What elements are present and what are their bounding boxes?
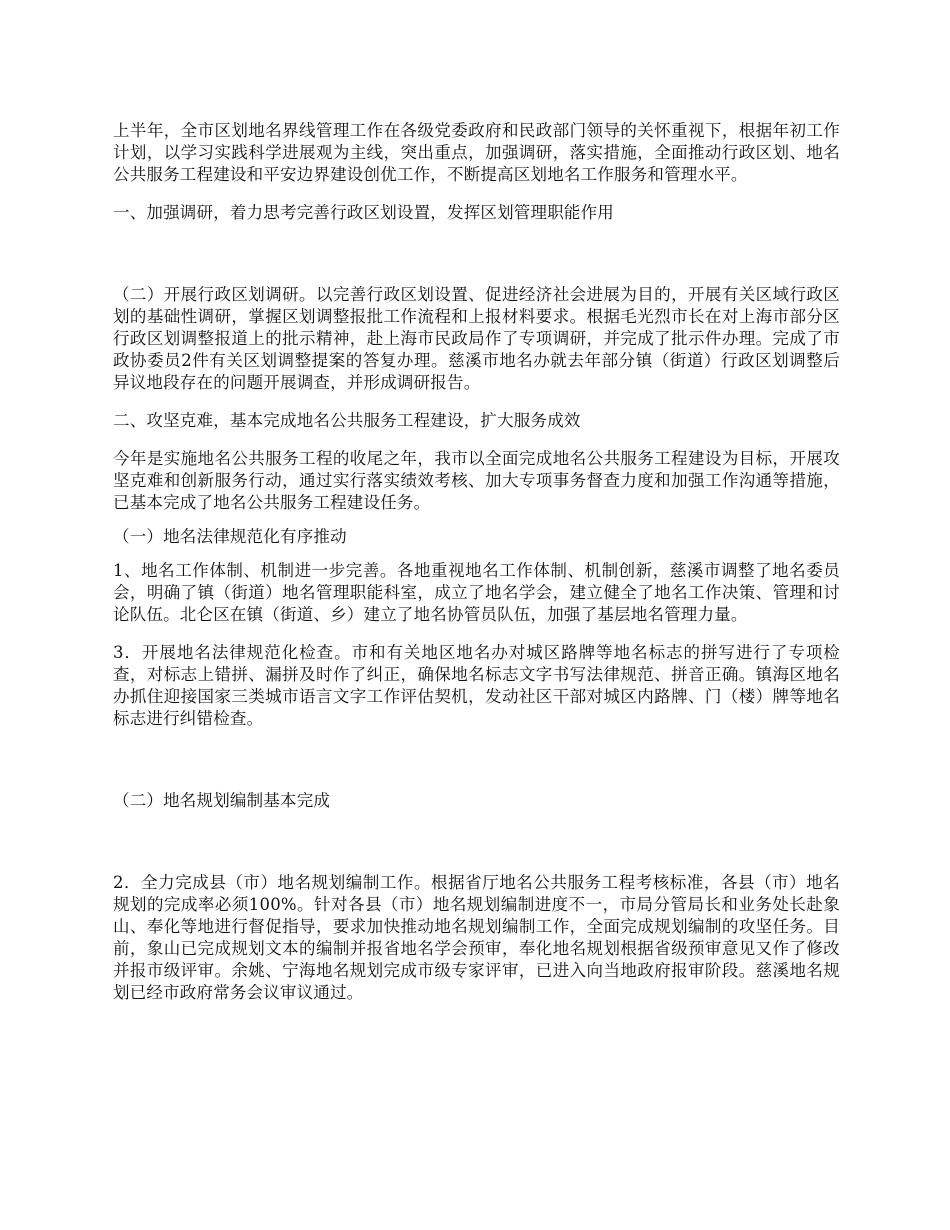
paragraph-final-year: 今年是实施地名公共服务工程的收尾之年，我市以全面完成地名公共服务工程建设为目标，开展攻坚克难和创新服务行动，通过实行落实绩效考核、加大专项事务督查力度和加强工作沟通等措施，已基本完成了地名公共服务工程建设任务。 <box>113 449 840 512</box>
paragraph-standardization-check: 3．开展地名法律规范化检查。市和有关地区地名办对城区路牌等地名标志的拼写进行了专项检查，对标志上错拼、漏拼及时作了纠正，确保地名标志文字书写法律规范、拼音正确。镇海区地名办抓住迎接国家三类城市语言文字工作评估契机，发动社区干部对城区内路牌、门（楼）牌等地名标志进行纠错检查。 <box>113 643 840 728</box>
paragraph-county-planning: 2．全力完成县（市）地名规划编制工作。根据省厅地名公共服务工程考核标准，各县（市）地名规划的完成率必须100%。针对各县（市）地名规划编制进度不一，市局分管局长和业务处长赴象山、奉化等地进行督促指导，要求加快推动地名规划编制工作，全面完成规划编制的攻坚任务。目前，象山已完成规划文本的编制并报省地名学会预审，奉化地名规划根据省级预审意见又作了修改并报市级评审。余姚、宁海地名规划完成市级专家评审，已进入向当地政府报审阶段。慈溪地名规划已经市政府常务会议审议通过。 <box>113 873 840 1002</box>
heading-section-2: 二、攻坚克难，基本完成地名公共服务工程建设，扩大服务成效 <box>113 411 581 430</box>
subheading-planning-completion: （二）地名规划编制基本完成 <box>113 791 331 810</box>
document-page <box>113 120 840 1004</box>
subheading-legal-standardization: （一）地名法律规范化有序推动 <box>113 527 347 546</box>
paragraph-intro: 上半年，全市区划地名界线管理工作在各级党委政府和民政部门领导的关怀重视下，根据年初工作计划，以学习实践科学进展观为主线，突出重点，加强调研，落实措施，全面推动行政区划、地名公共服务工程建设和平安边界建设创优工作，不断提高区划地名工作服务和管理水平。 <box>113 121 840 184</box>
heading-section-1: 一、加强调研，着力思考完善行政区划设置，发挥区划管理职能作用 <box>113 203 614 222</box>
paragraph-institutional-mechanism: 1、地名工作体制、机制进一步完善。各地重视地名工作体制、机制创新，慈溪市调整了地名委员会，明确了镇（街道）地名管理职能科室，成立了地名学会，建立健全了地名工作决策、管理和讨论队伍。北仑区在镇（街道、乡）建立了地名协管员队伍，加强了基层地名管理力量。 <box>113 561 840 624</box>
paragraph-regional-research: （二）开展行政区划调研。以完善行政区划设置、促进经济社会进展为目的，开展有关区域行政区划的基础性调研，掌握区划调整报批工作流程和上报材料要求。根据毛光烈市长在对上海市部分区行政区划调整报道上的批示精神，赴上海市民政局作了专项调研，并完成了批示件办理。完成了市政协委员2件有关区划调整提案的答复办理。慈溪市地名办就去年部分镇（街道）行政区划调整后异议地段存在的问题开展调查，并形成调研报告。 <box>113 285 840 392</box>
